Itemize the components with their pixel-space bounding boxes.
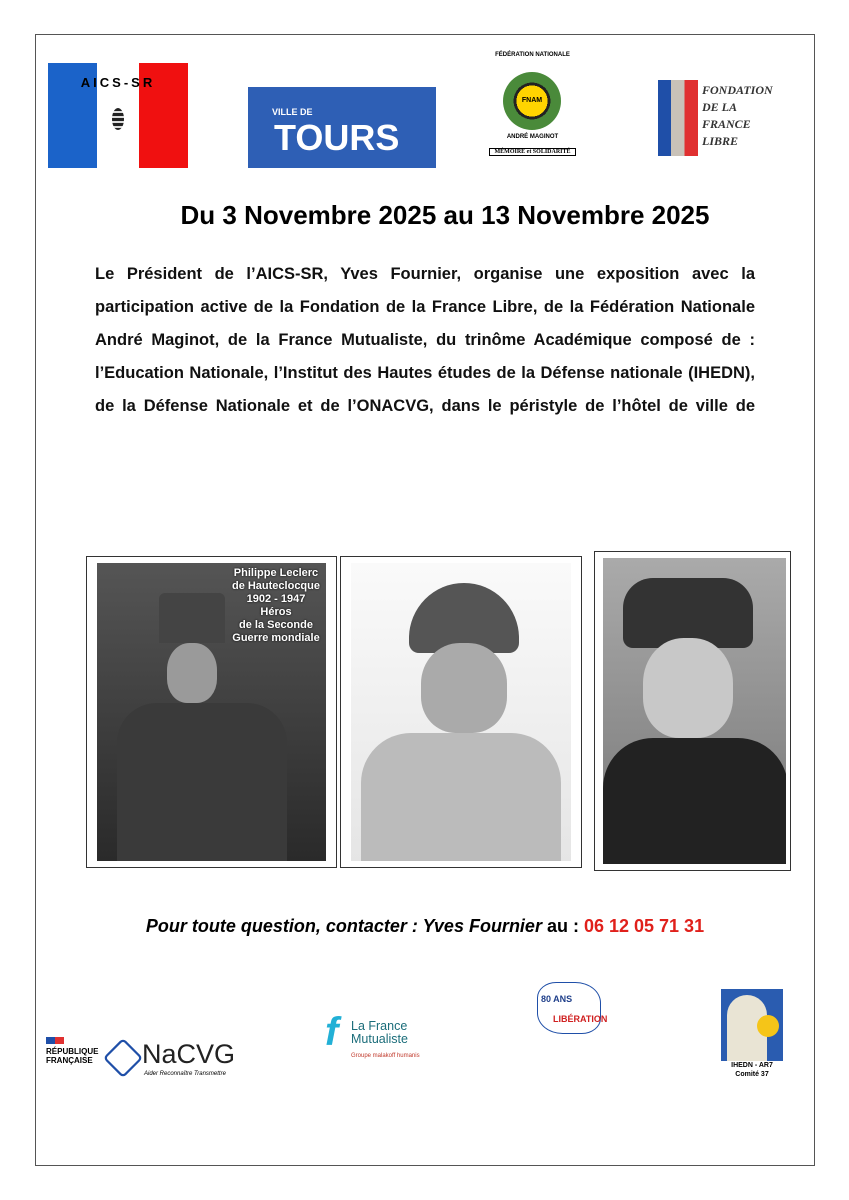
sun-icon — [757, 1015, 779, 1037]
rf-line: FRANÇAISE — [46, 1056, 93, 1065]
france-map-outline — [537, 982, 601, 1034]
lfm-group: Groupe malakoff humanis — [351, 1053, 420, 1059]
ffl-text — [702, 82, 773, 150]
lfm-line: Mutualiste — [351, 1032, 408, 1046]
ffl-line: DE LA — [702, 100, 738, 114]
onacvg-text: NaCVG — [142, 1039, 236, 1069]
ffl-line: LIBRE — [702, 134, 739, 148]
lfm-line: La France — [351, 1019, 408, 1033]
ihedn-logo — [721, 989, 783, 1081]
caption-line: Guerre mondiale — [232, 632, 320, 644]
fnam-top-text: FÉDÉRATION NATIONALE — [495, 52, 570, 58]
caption-line: de Hauteclocque — [231, 580, 320, 592]
caption-line: 1902 - 1947 — [246, 593, 306, 605]
contact-phone[interactable]: 06 12 05 71 31 — [583, 916, 705, 936]
contact-line — [60, 916, 790, 937]
lib-line: 80 ANS — [541, 994, 573, 1004]
ihedn-line: Comité 37 — [735, 1071, 769, 1078]
bee-icon — [112, 108, 124, 130]
republique-francaise-logo — [46, 1037, 98, 1065]
exhibition-description: Le Président de l’AICS-SR, Yves Fournier, organise une exposition avec la participation active de la Fondation de la France Libre, de la Fédération Nationale André Maginot, de la France Mutualiste, du trinôme Académique composé de : l’Education Nationale, l’Institut des Hautes études de la Défense nationale (IHEDN), de la Défense Nationale et de l’ONACVG, dans le péristyle de l’hôtel de ville de — [95, 265, 755, 415]
cross-of-lorraine-flag — [658, 80, 698, 156]
france-mutualiste-logo — [323, 1010, 448, 1065]
fnam-motto: MÉMOIRE et SOLIDARITÉ — [489, 148, 576, 156]
ihedn-line: IHEDN - AR7 — [731, 1062, 773, 1069]
fnam-logo — [485, 50, 580, 170]
tours-small-text: VILLE DE — [272, 107, 313, 117]
lfm-text — [351, 1020, 408, 1046]
rf-line: RÉPUBLIQUE — [46, 1047, 99, 1056]
lfm-f-icon: f — [325, 1010, 339, 1054]
exhibition-dates-title: Du 3 Novembre 2025 au 13 Novembre 2025 — [180, 200, 710, 230]
photo-caption — [232, 567, 320, 645]
photo-leclerc-portrait — [86, 556, 337, 868]
ffl-line: FRANCE — [702, 117, 751, 131]
tours-big-text: TOURS — [274, 117, 400, 158]
contact-prefix: Pour toute question, contacter : Yves Fournier — [145, 916, 542, 936]
caption-line: Philippe Leclerc — [233, 567, 319, 579]
onacvg-house-icon — [103, 1038, 143, 1078]
fnam-bottom-text: ANDRÉ MAGINOT — [506, 134, 559, 140]
fondation-france-libre-logo — [658, 78, 798, 158]
caption-line: Héros — [260, 606, 292, 618]
aics-logo-text: AICS-SR — [80, 75, 156, 90]
80-ans-liberation-logo — [535, 980, 615, 1058]
onacvg-logo — [104, 1037, 244, 1082]
ihedn-text — [721, 1061, 783, 1081]
onacvg-tagline: Aider Reconnaître Transmettre — [144, 1071, 226, 1077]
aics-sr-logo — [48, 63, 188, 168]
ville-de-tours-logo — [248, 87, 436, 168]
ffl-line: FONDATION — [702, 83, 773, 97]
flag-icon — [46, 1037, 64, 1044]
photo-leclerc-kepi — [594, 551, 791, 871]
fnam-center-text: FNAM — [521, 97, 543, 104]
photo-leclerc-drawing — [340, 556, 582, 868]
contact-au: au : — [541, 916, 584, 936]
caption-line: de la Seconde — [238, 619, 313, 631]
lib-line: LIBÉRATION — [553, 1014, 608, 1024]
